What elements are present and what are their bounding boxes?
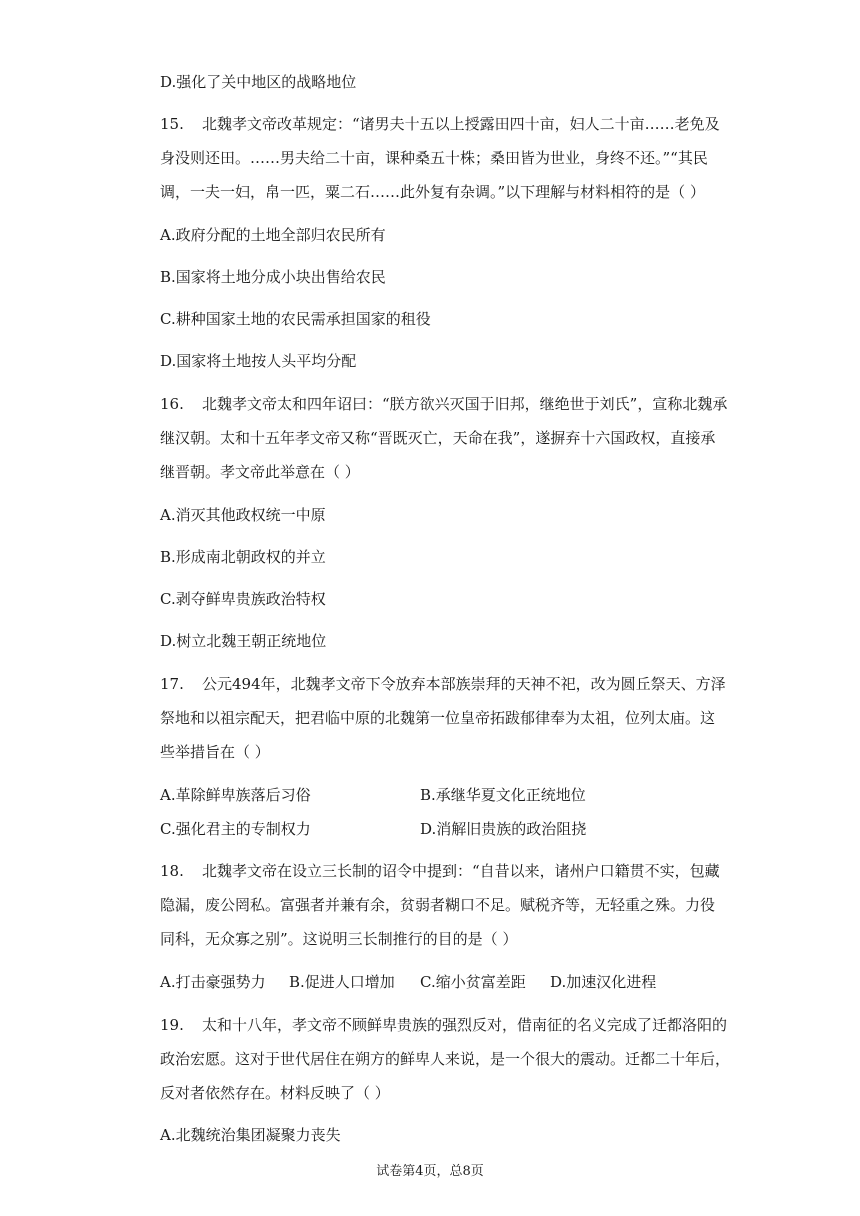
q18-option-a: A.打击豪强势力 xyxy=(160,973,266,991)
q15-text-2: 身没则还田。……男夫给二十亩，课种桑五十株；桑田皆为世业，身终不还。”“其民 xyxy=(160,149,708,167)
q18-text-1: 北魏孝文帝在设立三长制的诏令中提到：“自昔以来，诸州户口籍贯不实，包藏 xyxy=(202,862,720,880)
q16-text-1: 北魏孝文帝太和四年诏曰：“朕方欲兴灭国于旧邦，继绝世于刘氏”，宣称北魏承 xyxy=(202,395,728,413)
q16-option-b: B.形成南北朝政权的并立 xyxy=(160,548,326,566)
q15-line-1 xyxy=(160,114,720,134)
q19-line-1 xyxy=(160,1015,728,1035)
q17-text-3: 些举措旨在（ ） xyxy=(160,743,270,761)
q17-option-b: B.承继华夏文化正统地位 xyxy=(420,786,586,804)
q18-option-c: C.缩小贫富差距 xyxy=(420,973,526,991)
q18-option-b: B.促进人口增加 xyxy=(289,973,395,991)
q18-text-2: 隐漏，废公罔私。富强者并兼有余，贫弱者糊口不足。赋税齐等，无轻重之殊。力役 xyxy=(160,896,716,914)
q16-number: 16. xyxy=(160,395,184,413)
q15-number: 15. xyxy=(160,115,184,133)
q19-number: 19. xyxy=(160,1016,184,1034)
q15-option-b: B.国家将土地分成小块出售给农民 xyxy=(160,268,386,286)
q15-option-d: D.国家将土地按人头平均分配 xyxy=(160,352,357,370)
q16-line-1 xyxy=(160,394,728,414)
q15-option-a: A.政府分配的土地全部归农民所有 xyxy=(160,226,386,244)
q17-line-1 xyxy=(160,674,726,694)
q16-option-d: D.树立北魏王朝正统地位 xyxy=(160,632,327,650)
q17-text-2: 祭地和以祖宗配天，把君临中原的北魏第一位皇帝拓跋郁律奉为太祖，位列太庙。这 xyxy=(160,709,716,727)
q17-text-1: 公元494年，北魏孝文帝下令放弃本部族崇拜的天神不祀，改为圆丘祭天、方泽 xyxy=(202,675,726,693)
q15-option-c: C.耕种国家土地的农民需承担国家的租役 xyxy=(160,310,431,328)
q16-option-c: C.剥夺鲜卑贵族政治特权 xyxy=(160,590,326,608)
q16-text-2: 继汉朝。太和十五年孝文帝又称“晋既灭亡，天命在我”，遂摒弃十六国政权，直接承 xyxy=(160,429,716,447)
q19-option-a: A.北魏统治集团凝聚力丧失 xyxy=(160,1126,341,1144)
q17-option-a: A.革除鲜卑族落后习俗 xyxy=(160,786,311,804)
q15-text-3: 调，一夫一妇，帛一匹，粟二石……此外复有杂调。”以下理解与材料相符的是（ ） xyxy=(160,183,705,201)
q17-option-c: C.强化君主的专制权力 xyxy=(160,820,311,838)
q18-number: 18. xyxy=(160,862,184,880)
q16-text-3: 继晋朝。孝文帝此举意在（ ） xyxy=(160,463,360,481)
q15-text-1: 北魏孝文帝改革规定：“诸男夫十五以上授露田四十亩，妇人二十亩……老免及 xyxy=(202,115,720,133)
q19-text-3: 反对者依然存在。材料反映了（ ） xyxy=(160,1084,390,1102)
page-footer: 试卷第4页，总8页 xyxy=(376,1164,484,1179)
q17-number: 17. xyxy=(160,675,184,693)
q18-line-1 xyxy=(160,861,720,881)
q17-option-d: D.消解旧贵族的政治阻挠 xyxy=(420,820,587,838)
q14-option-d: D.强化了关中地区的战略地位 xyxy=(160,73,357,91)
q16-option-a: A.消灭其他政权统一中原 xyxy=(160,506,326,524)
q18-option-d: D.加速汉化进程 xyxy=(550,973,657,991)
q19-text-2: 政治宏愿。这对于世代居住在朔方的鲜卑人来说，是一个很大的震动。迁都二十年后， xyxy=(160,1050,731,1068)
q19-text-1: 太和十八年，孝文帝不顾鲜卑贵族的强烈反对，借南征的名义完成了迁都洛阳的 xyxy=(202,1016,728,1034)
q18-text-3: 同科，无众寡之别”。这说明三长制推行的目的是（ ） xyxy=(160,930,518,948)
